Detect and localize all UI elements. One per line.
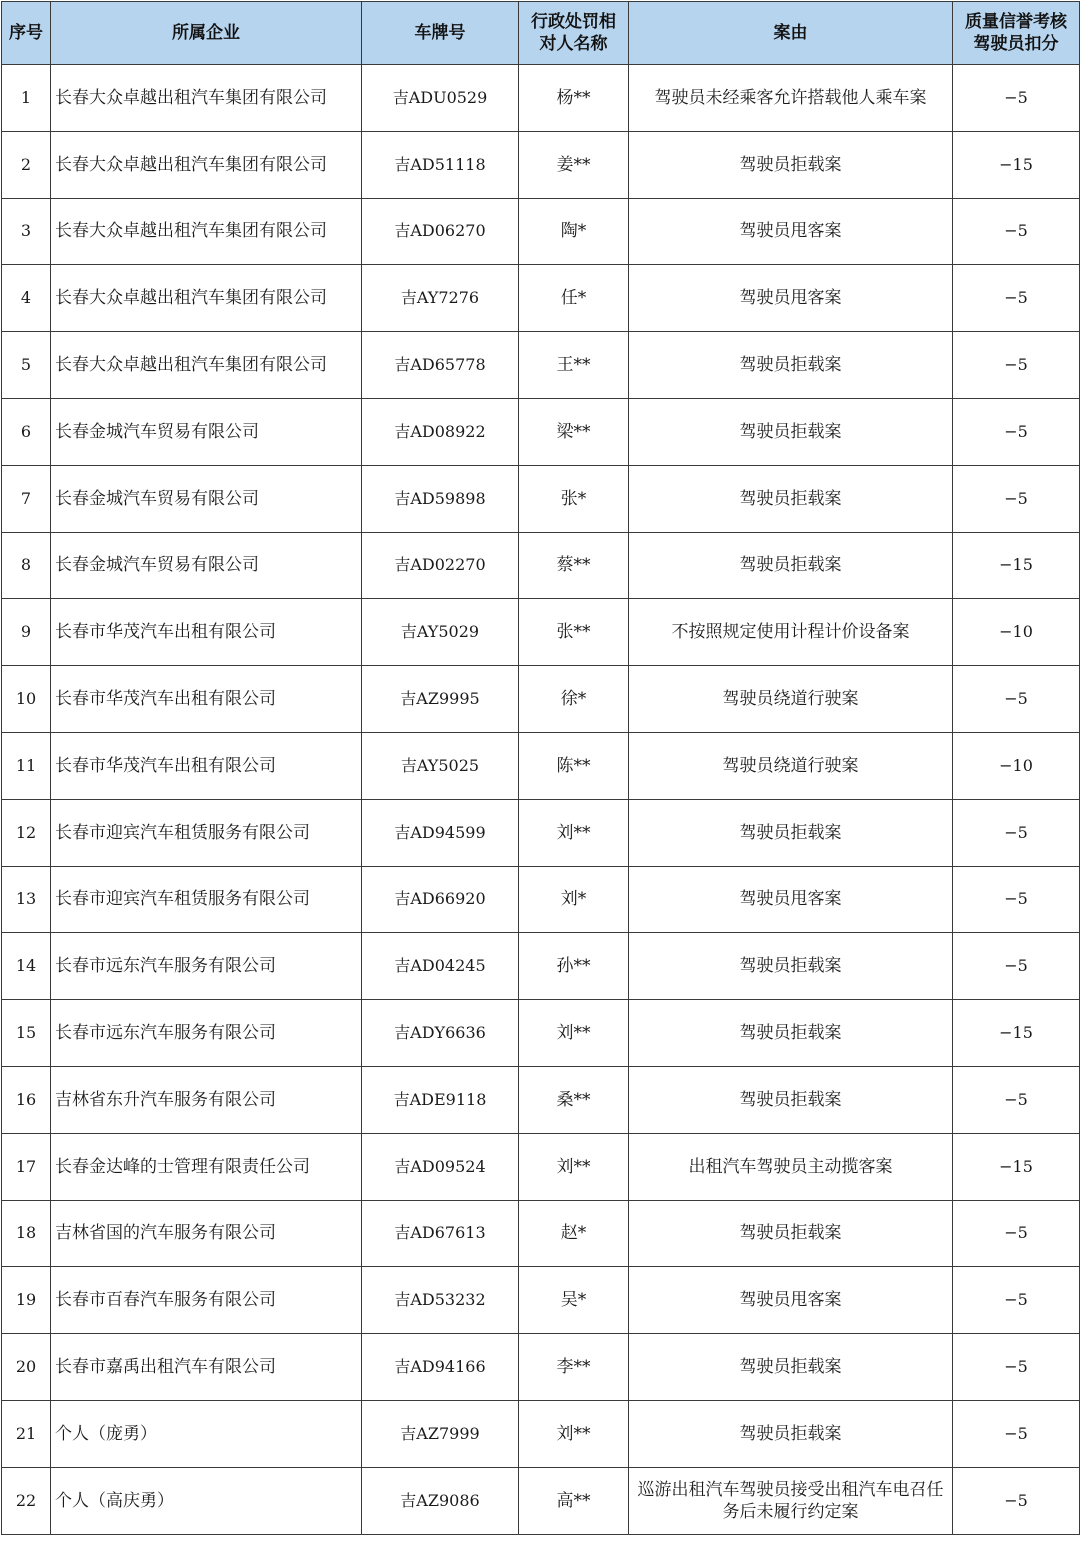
row-points: −5 (953, 933, 1080, 1000)
row-points: −5 (953, 1066, 1080, 1133)
row-reason: 驾驶员拒载案 (629, 1066, 953, 1133)
row-index: 22 (2, 1467, 51, 1534)
row-index: 15 (2, 1000, 51, 1067)
row-plate: 吉AY5025 (362, 732, 519, 799)
row-points: −15 (953, 1000, 1080, 1067)
row-points: −15 (953, 1133, 1080, 1200)
row-points: −5 (953, 198, 1080, 265)
row-index: 3 (2, 198, 51, 265)
row-person: 刘** (519, 1000, 629, 1067)
row-company: 长春市远东汽车服务有限公司 (51, 933, 362, 1000)
row-plate: 吉AD66920 (362, 866, 519, 933)
row-points: −5 (953, 799, 1080, 866)
row-reason: 驾驶员绕道行驶案 (629, 732, 953, 799)
row-person: 桑** (519, 1066, 629, 1133)
row-person: 吴* (519, 1267, 629, 1334)
row-company: 长春大众卓越出租汽车集团有限公司 (51, 65, 362, 132)
row-reason: 驾驶员未经乘客允许搭载他人乘车案 (629, 65, 953, 132)
table-row (2, 398, 1080, 465)
row-plate: 吉ADE9118 (362, 1066, 519, 1133)
row-plate: 吉AD65778 (362, 332, 519, 399)
row-points: −5 (953, 398, 1080, 465)
table-row (2, 1267, 1080, 1334)
row-person: 李** (519, 1334, 629, 1401)
row-company: 长春市迎宾汽车租赁服务有限公司 (51, 866, 362, 933)
row-points: −5 (953, 1200, 1080, 1267)
row-points: −5 (953, 1267, 1080, 1334)
row-reason: 驾驶员绕道行驶案 (629, 666, 953, 733)
row-person: 蔡** (519, 532, 629, 599)
row-points: −5 (953, 866, 1080, 933)
table-row (2, 666, 1080, 733)
row-points: −5 (953, 332, 1080, 399)
row-index: 14 (2, 933, 51, 1000)
row-person: 姜** (519, 131, 629, 198)
row-company: 长春大众卓越出租汽车集团有限公司 (51, 332, 362, 399)
table-row (2, 1400, 1080, 1467)
row-person: 梁** (519, 398, 629, 465)
table-row (2, 866, 1080, 933)
row-plate: 吉AD09524 (362, 1133, 519, 1200)
row-person: 赵* (519, 1200, 629, 1267)
row-company: 长春大众卓越出租汽车集团有限公司 (51, 198, 362, 265)
row-person: 陶* (519, 198, 629, 265)
row-company: 长春市迎宾汽车租赁服务有限公司 (51, 799, 362, 866)
row-reason: 驾驶员甩客案 (629, 265, 953, 332)
row-plate: 吉AD53232 (362, 1267, 519, 1334)
row-person: 刘* (519, 866, 629, 933)
table-row (2, 1200, 1080, 1267)
table-row (2, 1334, 1080, 1401)
row-company: 长春市华茂汽车出租有限公司 (51, 599, 362, 666)
row-reason: 驾驶员拒载案 (629, 799, 953, 866)
row-person: 刘** (519, 1400, 629, 1467)
row-index: 13 (2, 866, 51, 933)
row-plate: 吉AD94599 (362, 799, 519, 866)
row-company: 长春金城汽车贸易有限公司 (51, 398, 362, 465)
penalty-table (1, 1, 1080, 1535)
row-reason: 驾驶员拒载案 (629, 1334, 953, 1401)
table-row (2, 131, 1080, 198)
row-plate: 吉AZ9995 (362, 666, 519, 733)
row-person: 张** (519, 599, 629, 666)
row-company: 长春市华茂汽车出租有限公司 (51, 732, 362, 799)
row-reason: 巡游出租汽车驾驶员接受出租汽车电召任务后未履行约定案 (629, 1467, 953, 1534)
table-row (2, 532, 1080, 599)
table-row (2, 332, 1080, 399)
row-person: 陈** (519, 732, 629, 799)
table-row (2, 1066, 1080, 1133)
row-index: 16 (2, 1066, 51, 1133)
table-row (2, 1133, 1080, 1200)
row-index: 2 (2, 131, 51, 198)
row-points: −5 (953, 666, 1080, 733)
row-reason: 驾驶员拒载案 (629, 532, 953, 599)
row-reason: 不按照规定使用计程计价设备案 (629, 599, 953, 666)
row-person: 徐* (519, 666, 629, 733)
row-plate: 吉AZ7999 (362, 1400, 519, 1467)
row-company: 长春大众卓越出租汽车集团有限公司 (51, 131, 362, 198)
row-index: 9 (2, 599, 51, 666)
row-reason: 驾驶员拒载案 (629, 933, 953, 1000)
row-company: 个人（庞勇） (51, 1400, 362, 1467)
row-company: 个人（高庆勇） (51, 1467, 362, 1534)
table-row (2, 732, 1080, 799)
row-points: −5 (953, 1400, 1080, 1467)
table-body (2, 65, 1080, 1535)
row-person: 刘** (519, 1133, 629, 1200)
table-row (2, 465, 1080, 532)
row-points: −15 (953, 532, 1080, 599)
row-points: −5 (953, 465, 1080, 532)
row-reason: 驾驶员甩客案 (629, 198, 953, 265)
row-company: 长春市百春汽车服务有限公司 (51, 1267, 362, 1334)
row-index: 1 (2, 65, 51, 132)
row-company: 长春金达峰的士管理有限责任公司 (51, 1133, 362, 1200)
row-person: 刘** (519, 799, 629, 866)
row-company: 吉林省国的汽车服务有限公司 (51, 1200, 362, 1267)
row-index: 19 (2, 1267, 51, 1334)
row-index: 7 (2, 465, 51, 532)
row-person: 王** (519, 332, 629, 399)
row-plate: 吉ADU0529 (362, 65, 519, 132)
row-index: 12 (2, 799, 51, 866)
header-reason: 案由 (629, 2, 953, 65)
header-person: 行政处罚相对人名称 (519, 2, 629, 65)
row-index: 17 (2, 1133, 51, 1200)
row-points: −5 (953, 1334, 1080, 1401)
row-person: 杨** (519, 65, 629, 132)
row-index: 18 (2, 1200, 51, 1267)
row-company: 长春大众卓越出租汽车集团有限公司 (51, 265, 362, 332)
row-plate: 吉AD59898 (362, 465, 519, 532)
row-company: 长春金城汽车贸易有限公司 (51, 465, 362, 532)
row-reason: 驾驶员拒载案 (629, 332, 953, 399)
row-reason: 驾驶员甩客案 (629, 866, 953, 933)
row-index: 6 (2, 398, 51, 465)
table-row (2, 65, 1080, 132)
row-points: −10 (953, 732, 1080, 799)
row-person: 高** (519, 1467, 629, 1534)
row-reason: 出租汽车驾驶员主动揽客案 (629, 1133, 953, 1200)
table-row (2, 1467, 1080, 1534)
row-company: 长春金城汽车贸易有限公司 (51, 532, 362, 599)
row-person: 张* (519, 465, 629, 532)
row-company: 长春市华茂汽车出租有限公司 (51, 666, 362, 733)
row-plate: 吉AD67613 (362, 1200, 519, 1267)
row-index: 4 (2, 265, 51, 332)
row-company: 吉林省东升汽车服务有限公司 (51, 1066, 362, 1133)
header-row (2, 2, 1080, 65)
table-row (2, 198, 1080, 265)
row-index: 8 (2, 532, 51, 599)
row-reason: 驾驶员拒载案 (629, 1000, 953, 1067)
row-plate: 吉AD08922 (362, 398, 519, 465)
row-reason: 驾驶员甩客案 (629, 1267, 953, 1334)
row-index: 5 (2, 332, 51, 399)
header-index: 序号 (2, 2, 51, 65)
row-plate: 吉AD94166 (362, 1334, 519, 1401)
row-person: 任* (519, 265, 629, 332)
row-reason: 驾驶员拒载案 (629, 465, 953, 532)
row-plate: 吉AZ9086 (362, 1467, 519, 1534)
table-row (2, 933, 1080, 1000)
table-row (2, 599, 1080, 666)
row-index: 11 (2, 732, 51, 799)
header-company: 所属企业 (51, 2, 362, 65)
row-points: −15 (953, 131, 1080, 198)
row-plate: 吉ADY6636 (362, 1000, 519, 1067)
row-person: 孙** (519, 933, 629, 1000)
row-reason: 驾驶员拒载案 (629, 1200, 953, 1267)
row-reason: 驾驶员拒载案 (629, 1400, 953, 1467)
table-row (2, 1000, 1080, 1067)
row-plate: 吉AD51118 (362, 131, 519, 198)
table-row (2, 799, 1080, 866)
row-reason: 驾驶员拒载案 (629, 398, 953, 465)
row-plate: 吉AD02270 (362, 532, 519, 599)
row-company: 长春市远东汽车服务有限公司 (51, 1000, 362, 1067)
table-row (2, 265, 1080, 332)
row-plate: 吉AD06270 (362, 198, 519, 265)
row-plate: 吉AY7276 (362, 265, 519, 332)
row-reason: 驾驶员拒载案 (629, 131, 953, 198)
row-plate: 吉AD04245 (362, 933, 519, 1000)
header-points: 质量信誉考核驾驶员扣分 (953, 2, 1080, 65)
row-index: 20 (2, 1334, 51, 1401)
row-points: −5 (953, 65, 1080, 132)
row-index: 21 (2, 1400, 51, 1467)
row-plate: 吉AY5029 (362, 599, 519, 666)
row-points: −10 (953, 599, 1080, 666)
row-index: 10 (2, 666, 51, 733)
header-plate: 车牌号 (362, 2, 519, 65)
row-points: −5 (953, 265, 1080, 332)
row-points: −5 (953, 1467, 1080, 1534)
row-company: 长春市嘉禹出租汽车有限公司 (51, 1334, 362, 1401)
